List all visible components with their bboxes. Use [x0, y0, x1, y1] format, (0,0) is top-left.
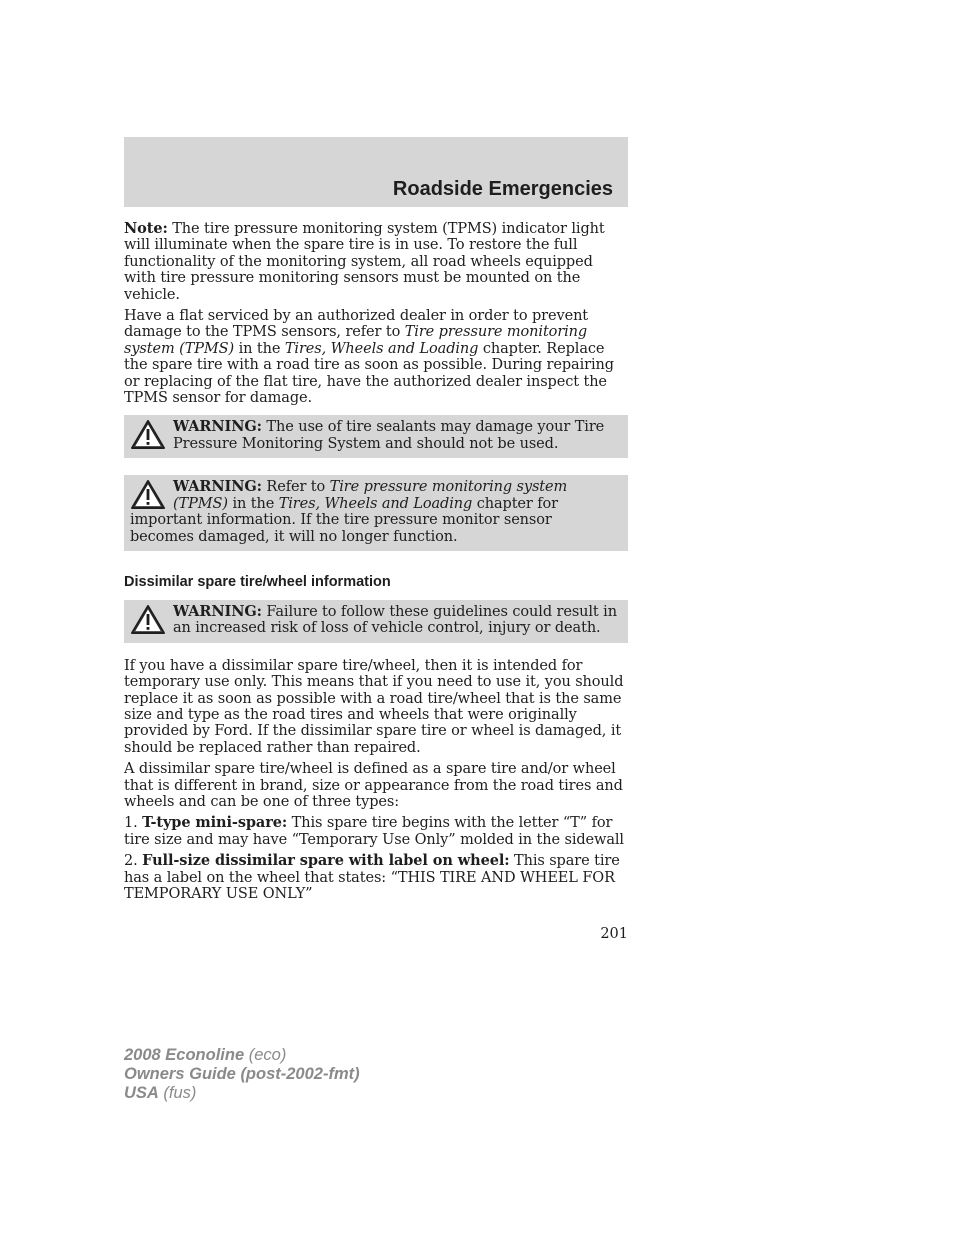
- text-run: chapter. Replace the spare tire with a road tire as soon as possible. During repairing or replacing of the flat tire, have the authorized dealer inspect the TPMS sensor for damage.: [124, 340, 614, 407]
- list-item-text: This spare tire has a label on the wheel that states: “THIS TIRE AND WHEEL FOR TEMPORARY USE ONLY”: [124, 853, 620, 902]
- document-footer: [124, 1046, 360, 1103]
- warning-text: [130, 419, 620, 452]
- warning-label: WARNING:: [173, 602, 262, 620]
- footer-line-guide: [124, 1065, 360, 1084]
- xref-tpms: Tire pressure monitoring system (TPMS): [124, 324, 588, 357]
- footer-market-code: (fus): [158, 1084, 197, 1102]
- chapter-header: [124, 137, 628, 207]
- xref-chapter: Tires, Wheels and Loading: [278, 495, 473, 512]
- list-item-t-type: [124, 815, 628, 848]
- warning-triangle-icon: [130, 419, 166, 451]
- xref-chapter: Tires, Wheels and Loading: [284, 340, 479, 357]
- footer-model-code: (eco): [244, 1046, 287, 1064]
- note-label: Note:: [124, 220, 168, 237]
- text-run: in the: [227, 495, 279, 512]
- warning-triangle-icon: [130, 604, 166, 636]
- warning-body: Failure to follow these guidelines could result in an increased risk of loss of vehicle control, injury or death.: [173, 603, 617, 637]
- text-run: Have a flat serviced by an authorized dealer in order to prevent damage to the TPMS sensors, refer to: [124, 308, 589, 341]
- footer-guide: Owners Guide (post-2002-fmt): [124, 1065, 360, 1083]
- chapter-title: Roadside Emergencies: [392, 178, 613, 200]
- note-text: The tire pressure monitoring system (TPMS) indicator light will illuminate when the spare tire is in use. To restore the full functionality of the monitoring system, all road wheels equipped with tire pressure monitoring sensors must be mounted on the vehicle.: [124, 221, 605, 303]
- warning-body: The use of tire sealants may damage your Tire Pressure Monitoring System and should not be used.: [173, 419, 605, 452]
- warning-text: [130, 479, 620, 545]
- list-number: 2.: [124, 853, 143, 870]
- text-run: in the: [234, 340, 285, 357]
- warning-text: [130, 604, 620, 637]
- dissimilar-spare-paragraph: If you have a dissimilar spare tire/wheel, then it is intended for temporary use only. This means that if you need to use it, you should replace it as soon as possible with a road tire/wheel that is the same size and type as the road tires and wheels that were originally provided by Ford. If the dissimilar spare tire or wheel is damaged, it should be replaced rather than repaired.: [124, 657, 624, 756]
- text-run: Refer to: [261, 479, 330, 496]
- footer-line-model: [124, 1046, 360, 1065]
- text-run: chapter for important information. If the tire pressure monitor sensor becomes damaged, it will no longer function.: [130, 495, 558, 545]
- list-item-label: T-type mini-spare:: [142, 814, 288, 832]
- definition-paragraph: A dissimilar spare tire/wheel is defined as a spare tire and/or wheel that is different in brand, size or appearance from the road tires and wheels and can be one of three types:: [124, 761, 623, 810]
- list-item-label: Full-size dissimilar spare with label on wheel:: [142, 852, 510, 870]
- list-item-text: This spare tire begins with the letter “T” for tire size and may have “Temporary Use Only” molded in the sidewall: [124, 815, 624, 848]
- flat-service-paragraph: [124, 308, 628, 406]
- footer-line-market: [124, 1084, 360, 1103]
- warning-box-tpms: [124, 475, 628, 551]
- warning-triangle-icon: [130, 479, 166, 511]
- note-paragraph: [124, 221, 628, 303]
- footer-market: USA: [124, 1084, 159, 1102]
- page-number: 201: [600, 926, 628, 942]
- list-item-full-size: [124, 853, 628, 902]
- section-heading: Dissimilar spare tire/wheel information: [124, 573, 391, 590]
- warning-box-sealants: [124, 415, 628, 458]
- page-content: [124, 221, 628, 907]
- list-number: 1.: [124, 815, 143, 832]
- warning-box-guidelines: [124, 600, 628, 643]
- warning-label: WARNING:: [173, 478, 262, 496]
- warning-label: WARNING:: [173, 418, 262, 436]
- xref-tpms: Tire pressure monitoring system (TPMS): [173, 479, 568, 512]
- footer-model: 2008 Econoline: [124, 1046, 245, 1064]
